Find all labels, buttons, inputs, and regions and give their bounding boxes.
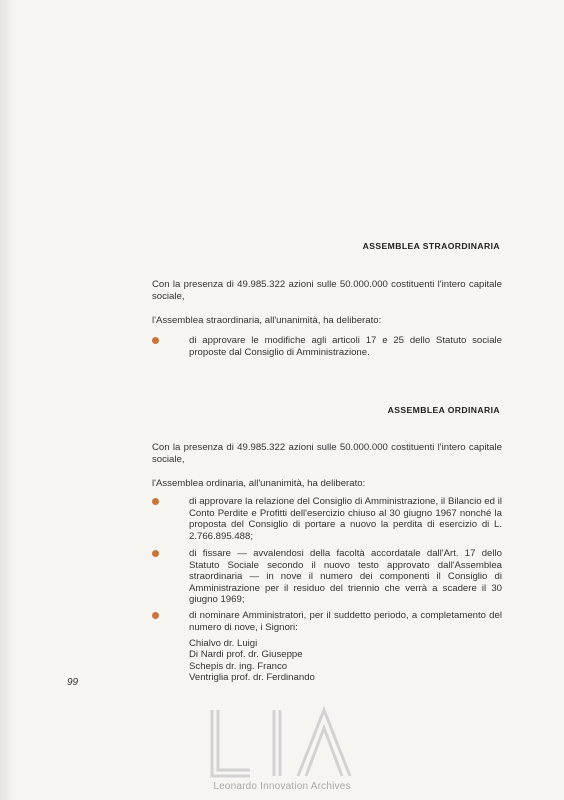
- list-item-straordinaria-1: [152, 335, 502, 358]
- list-item-text: di approvare la relazione del Consiglio di Amministrazione, il Bilancio ed il Conto Perdite e Profitti dell'esercizio chiuso al 30 giugno 1967 nonché la proposta del Consiglio di portare a nuovo la perdita di esercizio di L. 2.766.895.488;: [189, 496, 502, 542]
- resolution-ordinaria: l'Assemblea ordinaria, all'unanimità, ha deliberato:: [152, 478, 366, 489]
- list-item-text: di approvare le modifiche agli articoli 17 e 25 dello Statuto sociale proposte dal Consiglio di Amministrazione.: [189, 335, 502, 358]
- bullet-icon: [152, 337, 159, 344]
- intro-ordinaria: Con la presenza di 49.985.322 azioni sulle 50.000.000 costituenti l'intero capitale sociale,: [152, 442, 502, 465]
- list-item-text: di nominare Amministratori, per il suddetto periodo, a completamento del numero di nove, i Signori:: [189, 610, 502, 633]
- page-number: 99: [67, 677, 79, 688]
- watermark-caption: Leonardo Innovation Archives: [213, 781, 351, 792]
- director-name: Chialvo dr. Luigi: [189, 638, 258, 649]
- list-item-text: di fissare — avvalendosi della facoltà accordatale dall'Art. 17 dello Statuto Sociale secondo il nuovo testo approvato dall'Assemblea straordinaria — in nove il numero dei componenti il Consiglio di Amministrazione per il residuo del triennio che verrà a scadere il 30 giugno 1969;: [189, 548, 502, 606]
- director-name: Ventriglia prof. dr. Ferdinando: [189, 672, 315, 684]
- intro-straordinaria: Con la presenza di 49.985.322 azioni sulle 50.000.000 costituenti l'intero capitale sociale,: [152, 279, 502, 302]
- lia-logo-watermark: [200, 704, 360, 782]
- resolution-straordinaria: l'Assemblea straordinaria, all'unanimità, ha deliberato:: [152, 315, 382, 326]
- list-item-ordinaria-2: [152, 548, 502, 606]
- bullet-icon: [152, 612, 159, 619]
- director-name: Di Nardi prof. dr. Giuseppe: [189, 649, 303, 661]
- heading-straordinaria: ASSEMBLEA STRAORDINARIA: [362, 241, 500, 251]
- bullet-icon: [152, 550, 159, 557]
- list-item-ordinaria-1: [152, 496, 502, 542]
- list-item-ordinaria-3: [152, 610, 502, 633]
- director-names-list: [189, 638, 315, 684]
- director-name: Schepis dr. ing. Franco: [189, 660, 288, 672]
- page-binding-shadow: [0, 0, 14, 800]
- heading-ordinaria: ASSEMBLEA ORDINARIA: [387, 405, 500, 415]
- bullet-icon: [152, 498, 159, 505]
